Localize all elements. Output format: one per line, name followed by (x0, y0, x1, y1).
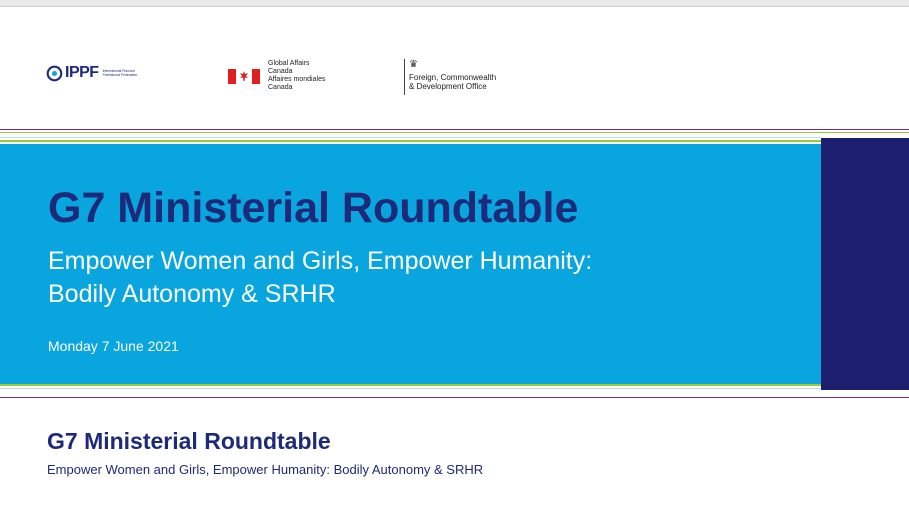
divider-purple-bottom (0, 397, 909, 398)
ippf-wordmark: IPPF (65, 64, 99, 81)
section-subtitle: Empower Women and Girls, Empower Humanity: Bodily Autonomy & SRHR (47, 462, 484, 477)
divider-green-top (0, 132, 909, 133)
banner-edge-top (0, 137, 821, 138)
banner-stripe-bottom (0, 384, 821, 386)
hero-subtitle-line-1: Empower Women and Girls, Empower Humanity: (48, 247, 593, 275)
browser-top-bar (0, 0, 909, 7)
fcdo-line-2: & Development Office (409, 82, 487, 91)
canada-logo-line-1: Global Affairs (268, 60, 310, 67)
canada-logo-line-4: Canada (268, 84, 293, 91)
hero-subtitle-line-2: Bodily Autonomy & SRHR (48, 280, 336, 308)
fcdo-logo (404, 59, 496, 95)
ippf-mark-icon (46, 65, 63, 82)
fcdo-line-1: Foreign, Commonwealth (409, 73, 497, 82)
royal-crest-icon: ♛ (409, 59, 418, 70)
canada-logo-line-2: Canada (268, 68, 293, 75)
section-title: G7 Ministerial Roundtable (47, 428, 331, 454)
banner-edge-bottom (0, 388, 821, 389)
hero-title: G7 Ministerial Roundtable (48, 184, 579, 232)
canada-logo-line-3: Affaires mondiales (268, 76, 326, 83)
ippf-logo (46, 64, 147, 82)
hero-subtitle (48, 245, 788, 311)
banner-stripe-top (0, 140, 821, 142)
global-affairs-canada-logo (228, 60, 325, 92)
event-date: Monday 7 June 2021 (48, 338, 179, 354)
banner-dark-panel (821, 138, 909, 390)
divider-purple-top (0, 129, 909, 130)
canada-flag-icon (228, 69, 260, 84)
fcdo-divider (404, 59, 405, 95)
ippf-subtext: International Planned Parenthood Federation (102, 69, 138, 77)
